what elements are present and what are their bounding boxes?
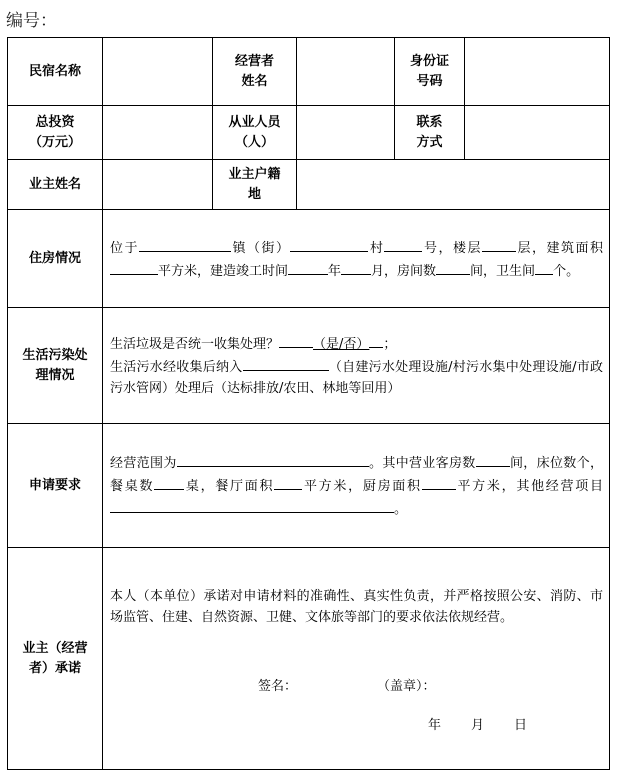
contact-label: 联系 方式 <box>395 106 465 160</box>
garbage-answer-blank[interactable] <box>279 332 313 348</box>
signature-row <box>110 676 603 697</box>
sewage-destination-blank[interactable] <box>243 355 329 371</box>
application-label: 申请要求 <box>8 424 103 548</box>
seal-label: （盖章）： <box>377 679 436 694</box>
room-count-blank[interactable] <box>436 259 470 275</box>
garbage-answer-tail-blank <box>369 332 383 348</box>
pledge-label: 业主（经营 者）承诺 <box>8 548 103 770</box>
dining-area-blank[interactable] <box>274 474 302 490</box>
row-housing <box>8 210 610 308</box>
staff-count-field[interactable] <box>297 106 395 160</box>
housing-content: 位于 镇（街） 村 号，楼层 层，建筑面积平方米，建造竣工时间 年 月，房间数 间，卫生间 个。 <box>103 210 610 308</box>
row-pollution <box>8 308 610 424</box>
signature-label: 签名： <box>258 679 298 694</box>
contact-field[interactable] <box>465 106 610 160</box>
application-form-table <box>7 37 610 770</box>
owner-name-label: 业主姓名 <box>8 160 103 210</box>
completion-year-blank[interactable] <box>288 259 328 275</box>
guest-room-blank[interactable] <box>476 451 510 467</box>
business-scope-blank[interactable] <box>177 451 369 467</box>
day-label: 日 <box>514 718 528 733</box>
date-row <box>110 715 603 736</box>
owner-name-field[interactable] <box>103 160 213 210</box>
house-number-blank[interactable] <box>384 236 422 252</box>
month-label: 月 <box>471 718 485 733</box>
year-label: 年 <box>428 718 442 733</box>
owner-residence-label: 业主户籍 地 <box>213 160 297 210</box>
other-projects-blank[interactable] <box>110 497 394 513</box>
row-owner-info <box>8 160 610 210</box>
pollution-content: 生活垃圾是否统一收集处理？ （是/否） ； 生活污水经收集后纳入 （自建污水处理设施/村污水集中处理设施/市政污水管网）处理后（达标排放/农田、林地等回用） <box>103 308 610 424</box>
housing-label: 住房情况 <box>8 210 103 308</box>
operator-name-field[interactable] <box>297 38 395 106</box>
owner-residence-field[interactable] <box>297 160 610 210</box>
id-number-field[interactable] <box>465 38 610 106</box>
town-blank[interactable] <box>139 236 231 252</box>
bathroom-count-blank[interactable] <box>535 259 553 275</box>
kitchen-area-blank[interactable] <box>422 474 456 490</box>
floor-blank[interactable] <box>482 236 516 252</box>
homestay-name-field[interactable] <box>103 38 213 106</box>
row-application <box>8 424 610 548</box>
id-number-label: 身份证 号码 <box>395 38 465 106</box>
pledge-text: 本人（本单位）承诺对申请材料的准确性、真实性负责，并严格按照公安、消防、市场监管、住建、自然资源、卫健、文体旅等部门的要求依法依规经营。 <box>110 589 603 625</box>
pledge-content <box>103 548 610 770</box>
row-basic-info-2 <box>8 106 610 160</box>
row-basic-info-1 <box>8 38 610 106</box>
village-blank[interactable] <box>290 236 368 252</box>
serial-number-label: 编号： <box>6 11 57 31</box>
row-pledge <box>8 548 610 770</box>
operator-name-label: 经营者 姓名 <box>213 38 297 106</box>
completion-month-blank[interactable] <box>341 259 371 275</box>
total-investment-label: 总投资 （万元） <box>8 106 103 160</box>
table-count-blank[interactable] <box>154 474 184 490</box>
homestay-name-label: 民宿名称 <box>8 38 103 106</box>
staff-count-label: 从业人员 （人） <box>213 106 297 160</box>
building-area-blank[interactable] <box>110 259 158 275</box>
total-investment-field[interactable] <box>103 106 213 160</box>
application-content: 经营范围为 。其中营业客房数 间，床位数个，餐桌数 桌，餐厅面积 平方米，厨房面积 平方米，其他经营项目。 <box>103 424 610 548</box>
pollution-label: 生活污染处 理情况 <box>8 308 103 424</box>
